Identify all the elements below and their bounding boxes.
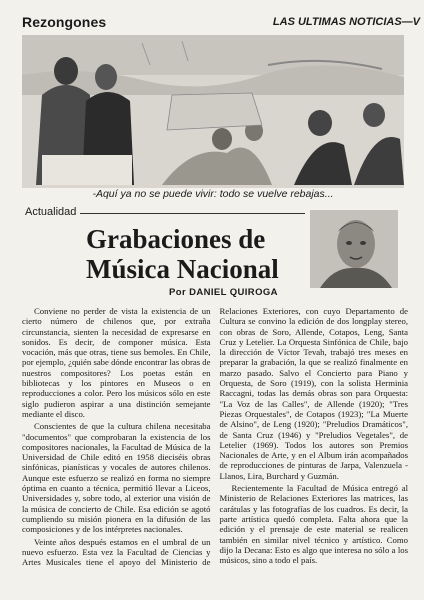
article-paragraph: Conscientes de que la cultura chilena necesitaba "documentos" que comprobaran la existencia de los compositores nacionales, la Facultad de Música de la Universidad de Chile editó en 1958 dieciséis obras sinfónicas, pianísticas y vocales de autores chilenos. Aunque este esfuerzo se realizó en forma no siempre óptima en cuanto a técnica, permitió llevar a Liceos, Universidades y, sobre todo, al exterior una visión de la música de concierto de Chile. Esa edición se agotó cumpliendo su misión pionera en la difusión de las composiciones y de los intérpretes nacionales.	[22, 421, 211, 535]
author-portrait	[310, 210, 398, 288]
article-paragraph: Veinte años después estamos en el umbral de un nuevo esfuerzo. Esta vez la Facultad de Ciencias y Artes Musicales tiene el apoyo del Ministerio de Relaciones Exteriores, con cuyo Departamento de Cultura se convino la edición de dos longplay stereo, con obras de Soro, Allende, Cotapos, Leng, Santa Cruz y Letelier. La Orquesta Sinfónica de Chile, bajo la dirección de Víctor Tevah, trabajó tres meses en preparar la grabación, la que se realizó finalmente en marzo pasado. Salvo el Concierto para Piano y Orquesta, de Soro (1919), con la solista Herminia Raccagni, todas las demás obras son para Orquesta: "La Voz de las Calles", de Allende (1920); "Tres Piezas Orquestales", de Cotapos (1923); "La Muerte de Alsino", de Leng (1920); "Preludios Dramáticos", de Santa Cruz (1946) y "Preludios Vegetales", de Letelier (1969). Todos los autores son Premios Nacionales de Arte, y en el Album irán acompañados de reproducciones de pinturas de Jarpa, Valenzuela - Llanos, Lira, Burchard y Guzmán.	[22, 306, 408, 568]
article-headline	[86, 224, 311, 284]
author-portrait-image	[310, 210, 398, 288]
article-body	[22, 306, 408, 592]
article-kicker: Actualidad	[25, 206, 77, 218]
cartoon-photo-image	[22, 35, 404, 188]
cartoon-photo	[22, 35, 404, 188]
newspaper-name: LAS ULTIMAS NOTICIAS—V	[272, 16, 420, 28]
article-paragraph: Recientemente la Facultad de Música entregó al Ministerio de Relaciones Exteriores las matrices, las carátulas y las fotografías de los cuadros. Es decir, la parte artística quedó completa. Falta ahora que la edición y el prensaje de este material se realicen también en similar nivel técnico y artístico. Como dijo la Decana: Esto es algo que interesa no sólo a los músicos, sino a todo el país.	[219, 483, 408, 566]
kicker-rule	[80, 213, 305, 214]
byline-prefix: Por	[169, 287, 187, 298]
article-byline	[169, 287, 278, 298]
byline-author: DANIEL QUIROGA	[189, 287, 278, 298]
photo-caption: -Aquí ya no se puede vivir: todo se vuelve rebajas...	[92, 188, 334, 200]
section-name: Rezongones	[22, 14, 107, 30]
article-header	[22, 206, 404, 306]
page-header	[22, 14, 420, 36]
article-paragraph: Conviene no perder de vista la existencia de un cierto número de chilenos que, por extraña circunstancia, sienten la necesidad de expresarse en sonidos. Es decir, de componer música. Esta vocación, más que otras, tiene sus bemoles. En Chile, por ejemplo, ¿quién sabe dónde encontrar las obras de nuestros compositores? Los poetas están en bibliotecas y los pintores en Museos o en reproducciones a color. Pero los músicos sólo en este siglo pudieron aspirar a una distinción semejante mediante el disco.	[22, 306, 211, 419]
headline-line-2: Música Nacional	[86, 254, 279, 284]
headline-line-1: Grabaciones de	[86, 224, 266, 254]
